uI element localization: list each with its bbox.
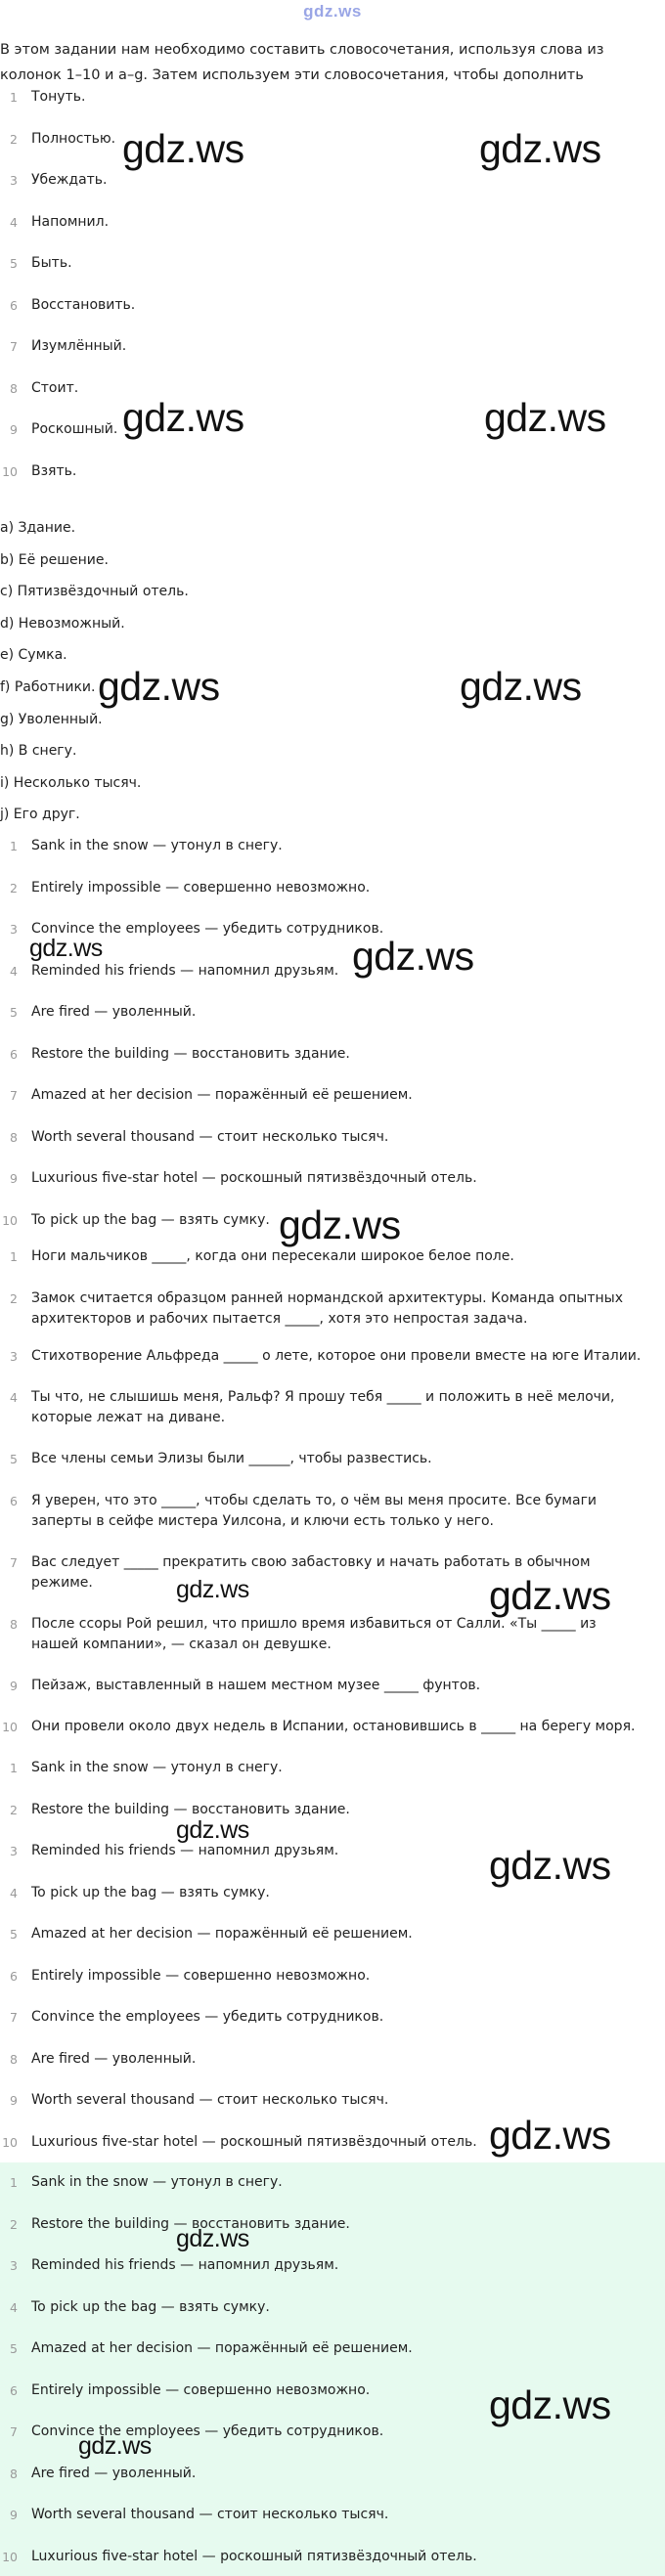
list-item: [0, 1883, 665, 1925]
item-number: 9: [10, 422, 18, 437]
watermark: gdz.ws: [176, 2225, 249, 2252]
sentences-list: [0, 1246, 665, 1749]
list-item: [0, 878, 665, 920]
item-text: Sank in the snow — утонул в снегу.: [31, 838, 283, 853]
item-text: Luxurious five-star hotel — роскошный пятизвёздочный отель.: [31, 1170, 477, 1186]
list-item: [0, 2464, 665, 2506]
item-number: 7: [10, 1554, 18, 1570]
list-item: [0, 1127, 665, 1169]
item-number: 4: [10, 2299, 18, 2315]
item-text: Ты что, не слышишь меня, Ральф? Я прошу тебя _____ и положить в неё мелочи, которые лежат на диване.: [31, 1389, 615, 1425]
list-item: j) Его друг.: [0, 807, 80, 823]
list-item: [0, 295, 665, 337]
item-text: Я уверен, что это _____, чтобы сделать то, о чём вы меня просите. Все бумаги заперты в сейфе мистера Уилсона, и ключи есть только у него.: [31, 1492, 598, 1529]
list-item: [0, 2172, 665, 2214]
item-number: 9: [10, 2508, 18, 2522]
item-number: 6: [10, 1968, 18, 1984]
item-number: 2: [10, 131, 18, 147]
list-item: [0, 1966, 665, 2008]
list-item: e) Сумка.: [0, 647, 67, 664]
list-item: [0, 87, 665, 129]
item-text: To pick up the bag — взять сумку.: [31, 1211, 270, 1228]
list-item: [0, 2547, 665, 2576]
item-text: Entirely impossible — совершенно невозможно.: [31, 1967, 371, 1984]
item-text: Convince the employees — убедить сотрудников.: [31, 921, 384, 937]
list-item: [0, 1717, 665, 1749]
list-item: [0, 2255, 665, 2297]
item-number: 4: [10, 214, 18, 230]
watermark: gdz.ws: [176, 1576, 249, 1603]
item-text: Worth several thousand — стоит несколько тысяч.: [31, 2092, 389, 2108]
item-text: Are fired — уволенный.: [31, 2050, 197, 2067]
watermark: gdz.ws: [98, 664, 220, 709]
list-item: [0, 212, 665, 254]
list-item: g) Уволенный.: [0, 711, 103, 727]
watermark: gdz.ws: [489, 2382, 611, 2427]
item-number: 1: [10, 1761, 18, 1775]
item-text: Amazed at her decision — поражённый её решением.: [31, 1087, 413, 1103]
list-item: b) Её решение.: [0, 551, 109, 568]
item-number: 10: [2, 2134, 18, 2150]
list-item: [0, 1002, 665, 1044]
watermark: gdz.ws: [29, 935, 103, 962]
item-text: Amazed at her decision — поражённый её решением.: [31, 1926, 413, 1942]
item-text: Entirely impossible — совершенно невозможно.: [31, 879, 371, 895]
list-item: h) В снегу.: [0, 743, 77, 760]
list-item: [0, 1246, 665, 1288]
list-item: [0, 2007, 665, 2049]
item-text: Убеждать.: [31, 172, 108, 188]
item-text: После ссоры Рой решил, что пришло время избавиться от Салли. «Ты _____ из нашей компании», — сказал он девушке.: [31, 1615, 597, 1652]
final-answers-list: [0, 2172, 665, 2576]
item-text: Reminded his friends — напомнил друзьям.: [31, 1843, 339, 1858]
item-text: Полностью.: [31, 130, 116, 147]
watermark: gdz.ws: [352, 934, 474, 979]
item-number: 5: [10, 1927, 18, 1942]
item-text: Напомнил.: [31, 213, 110, 230]
item-text: Restore the building — восстановить здание.: [31, 1801, 350, 1817]
item-text: Reminded his friends — напомнил друзьям.: [31, 962, 339, 979]
watermark: gdz.ws: [122, 395, 244, 440]
item-number: 1: [10, 2175, 18, 2190]
item-text: Быть.: [31, 255, 72, 271]
item-number: 1: [10, 839, 18, 853]
list-item: [0, 336, 665, 378]
item-number: 7: [10, 2010, 18, 2025]
item-number: 10: [2, 463, 18, 479]
list-item: [0, 170, 665, 212]
watermark: gdz.ws: [176, 1816, 249, 1844]
item-number: 4: [10, 1885, 18, 1900]
item-number: 3: [10, 1844, 18, 1858]
list-item: [0, 1288, 665, 1346]
list-item: [0, 2049, 665, 2091]
item-text: Они провели около двух недель в Испании, остановившись в _____ на берегу моря.: [31, 1719, 636, 1734]
item-number: 2: [10, 2216, 18, 2232]
item-number: 2: [10, 880, 18, 895]
item-number: 9: [10, 2093, 18, 2108]
item-number: 10: [2, 1720, 18, 1734]
item-number: 5: [10, 1005, 18, 1020]
list-item: [0, 461, 665, 503]
list-item: [0, 2505, 665, 2547]
item-text: Восстановить.: [31, 296, 136, 313]
item-text: Замок считается образцом ранней нормандской архитектуры. Команда опытных архитекторов и рабочих пытается _____, хотя это непростая задача.: [31, 1289, 624, 1327]
item-number: 6: [10, 297, 18, 313]
item-number: 10: [2, 1212, 18, 1228]
item-text: Reminded his friends — напомнил друзьям.: [31, 2257, 339, 2273]
item-text: Роскошный.: [31, 421, 118, 437]
item-number: 6: [10, 1046, 18, 1062]
item-text: Convince the employees — убедить сотрудников.: [31, 2423, 384, 2439]
item-number: 9: [10, 1678, 18, 1693]
list-item: [0, 2297, 665, 2339]
item-text: Стихотворение Альфреда _____ о лете, которое они провели вместе на юге Италии.: [31, 1347, 642, 1364]
list-item: [0, 1387, 665, 1449]
item-number: 3: [10, 1348, 18, 1364]
item-number: 5: [10, 2341, 18, 2356]
item-text: Are fired — уволенный.: [31, 2465, 197, 2481]
list-item: [0, 836, 665, 878]
list-item: [0, 1346, 665, 1388]
item-text: Пейзаж, выставленный в нашем местном музее _____ фунтов.: [31, 1677, 481, 1693]
item-number: 3: [10, 173, 18, 188]
item-text: Вас следует _____ прекратить свою забастовку и начать работать в обычном режиме.: [31, 1553, 591, 1591]
watermark: gdz.ws: [489, 1843, 611, 1888]
item-text: Все члены семьи Элизы были ______, чтобы развестись.: [31, 1451, 432, 1466]
item-text: Luxurious five-star hotel — роскошный пятизвёздочный отель.: [31, 2133, 477, 2150]
item-number: 8: [10, 2466, 18, 2481]
item-text: Взять.: [31, 462, 77, 479]
list-item: [0, 1800, 665, 1842]
list-item: c) Пятизвёздочный отель.: [0, 584, 189, 600]
item-number: 4: [10, 1390, 18, 1405]
item-number: 9: [10, 1171, 18, 1186]
watermark: gdz.ws: [122, 126, 244, 171]
list-item: [0, 1676, 665, 1718]
watermark: gdz.ws: [78, 2432, 152, 2460]
combinations-list: [0, 836, 665, 1240]
item-number: 1: [10, 90, 18, 105]
list-item: f) Работники.: [0, 678, 96, 695]
list-item: a) Здание.: [0, 520, 76, 536]
watermark: gdz.ws: [489, 1573, 611, 1618]
item-number: 7: [10, 2424, 18, 2439]
item-text: Тонуть.: [31, 89, 86, 105]
item-text: Ноги мальчиков _____, когда они пересекали широкое белое поле.: [31, 1248, 514, 1264]
watermark: gdz.ws: [479, 126, 601, 171]
watermark: gdz.ws: [484, 395, 606, 440]
item-number: 1: [10, 1249, 18, 1264]
list-item: [0, 2338, 665, 2380]
item-text: Amazed at her decision — поражённый её решением.: [31, 2340, 413, 2356]
list-item: d) Невозможный.: [0, 615, 125, 632]
item-text: Sank in the snow — утонул в снегу.: [31, 2174, 283, 2190]
item-number: 8: [10, 1129, 18, 1145]
list-item: i) Несколько тысяч.: [0, 774, 142, 791]
item-number: 10: [2, 2549, 18, 2564]
list-item: [0, 1449, 665, 1491]
list-item: [0, 1044, 665, 1086]
item-text: To pick up the bag — взять сумку.: [31, 2298, 270, 2315]
item-text: Sank in the snow — утонул в снегу.: [31, 1760, 283, 1775]
item-text: Are fired — уволенный.: [31, 1004, 197, 1020]
watermark: gdz.ws: [489, 2113, 611, 2158]
list-item: [0, 1758, 665, 1800]
item-text: Стоит.: [31, 379, 79, 396]
item-number: 2: [10, 1290, 18, 1306]
item-text: Entirely impossible — совершенно невозможно.: [31, 2381, 371, 2398]
item-number: 6: [10, 1493, 18, 1508]
item-number: 8: [10, 2051, 18, 2067]
item-number: 3: [10, 922, 18, 937]
watermark: gdz.ws: [460, 664, 582, 709]
list-item: [0, 2214, 665, 2256]
watermark: gdz.ws: [279, 1202, 401, 1247]
item-number: 8: [10, 1616, 18, 1632]
item-number: 8: [10, 380, 18, 396]
answers-list: [0, 1758, 665, 2161]
item-number: 6: [10, 2382, 18, 2398]
item-number: 7: [10, 1088, 18, 1103]
list-item: [0, 961, 665, 1003]
item-number: 4: [10, 963, 18, 979]
list-item: [0, 1614, 665, 1676]
list-item: [0, 1491, 665, 1552]
list-item: [0, 1924, 665, 1966]
task-intro: В этом задании нам необходимо составить словосочетания, используя слова из колонок 1–10 и a–g. Затем используем эти словосочетания, чтобы дополнить: [0, 42, 604, 83]
item-text: Luxurious five-star hotel — роскошный пятизвёздочный отель.: [31, 2548, 477, 2564]
item-text: To pick up the bag — взять сумку.: [31, 1884, 270, 1900]
item-text: Restore the building — восстановить здание.: [31, 1045, 350, 1062]
list-item: [0, 253, 665, 295]
item-number: 5: [10, 1452, 18, 1466]
list-item: [0, 1085, 665, 1127]
item-text: Worth several thousand — стоит несколько тысяч.: [31, 2507, 389, 2522]
item-text: Restore the building — восстановить здание.: [31, 2215, 350, 2232]
item-text: Изумлённый.: [31, 338, 127, 354]
item-number: 3: [10, 2258, 18, 2273]
site-logo[interactable]: gdz.ws: [303, 2, 362, 21]
item-text: Convince the employees — убедить сотрудников.: [31, 2009, 384, 2025]
item-number: 5: [10, 256, 18, 271]
item-number: 7: [10, 339, 18, 354]
item-number: 2: [10, 1802, 18, 1817]
item-text: Worth several thousand — стоит несколько тысяч.: [31, 1128, 389, 1145]
